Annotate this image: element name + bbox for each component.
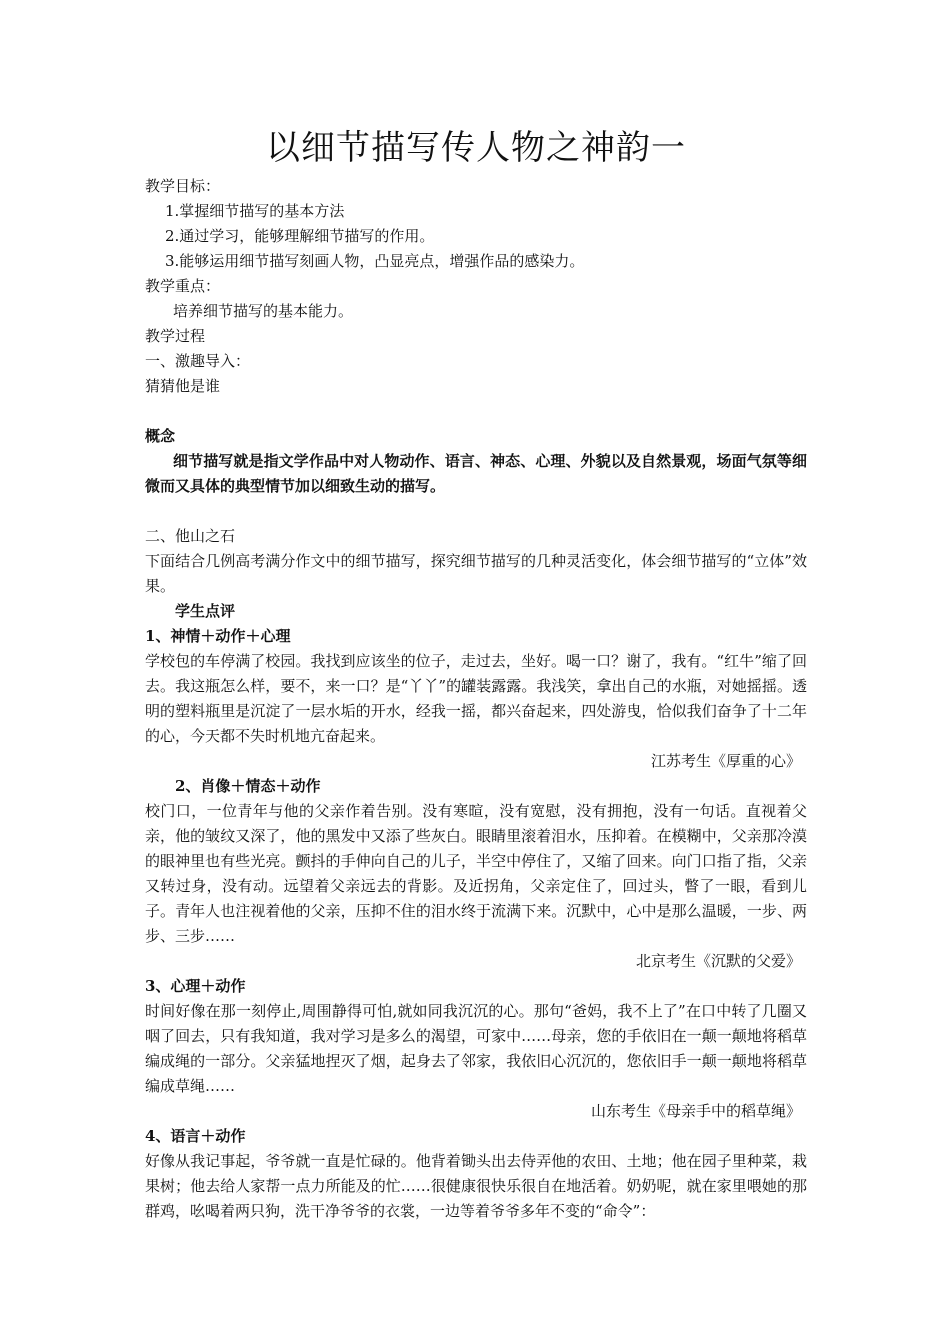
concept-heading: 概念	[145, 427, 176, 445]
example-heading-2: 2、肖像＋情态＋动作	[175, 777, 321, 795]
example-source-3: 山东考生《母亲手中的稻草绳》	[590, 1102, 801, 1120]
goals-heading: 教学目标：	[145, 177, 221, 195]
document-title: 以细节描写传人物之神韵一	[266, 128, 686, 168]
process-heading: 教学过程	[145, 327, 206, 345]
spacer	[145, 399, 807, 424]
intro-heading: 一、激趣导入：	[145, 352, 251, 370]
example-heading-1: 1、神情＋动作＋心理	[145, 627, 291, 645]
concept-text: 细节描写就是指文学作品中对人物动作、语言、神态、心理、外貌以及自然景观，场面气氛等细微而又具体的典型情节加以细致生动的描写。	[145, 452, 807, 495]
focus-text: 培养细节描写的基本能力。	[173, 302, 354, 320]
section2-heading: 二、他山之石	[145, 527, 236, 545]
example-text-3: 时间好像在那一刻停止,周围静得可怕,就如同我沉沉的心。那句“爸妈，我不上了”在口中转了几圈又咽了回去，只有我知道，我对学习是多么的渴望，可家中……母亲，您的手依旧在一颠一颠地将稻草编成绳的一部分。父亲猛地捏灭了烟，起身去了邻家，我依旧心沉沉的，您依旧手一颠一颠地将稻草编成草绳……	[145, 1002, 807, 1095]
goal-item-1: 1.掌握细节描写的基本方法	[165, 202, 345, 220]
example-source-2: 北京考生《沉默的父爱》	[635, 952, 801, 970]
example-text-1: 学校包的车停满了校园。我找到应该坐的位子，走过去，坐好。喝一口？谢了，我有。“红牛”缩了回去。我这瓶怎么样，要不，来一口？是“丫丫”的罐装露露。我浅笑，拿出自己的水瓶，对她摇摇。透明的塑料瓶里是沉淀了一层水垢的开水，经我一摇，都兴奋起来，四处游曳，恰似我们奋争了十二年的心，今天都不失时机地亢奋起来。	[145, 652, 807, 745]
goal-item-2: 2.通过学习，能够理解细节描写的作用。	[165, 227, 435, 245]
section2-intro: 下面结合几例高考满分作文中的细节描写，探究细节描写的几种灵活变化，体会细节描写的“立体”效果。	[145, 552, 807, 595]
intro-text: 猜猜他是谁	[145, 377, 221, 395]
example-heading-4: 4、语言＋动作	[145, 1127, 246, 1145]
goal-item-3: 3.能够运用细节描写刻画人物，凸显亮点，增强作品的感染力。	[165, 252, 585, 270]
document-body	[145, 174, 807, 1224]
example-text-4: 好像从我记事起，爷爷就一直是忙碌的。他背着锄头出去侍弄他的农田、土地；他在园子里种菜，栽果树；他去给人家帮一点力所能及的忙……很健康很快乐很自在地活着。奶奶呢，就在家里喂她的那群鸡，吆喝着两只狗，洗干净爷爷的衣裳，一边等着爷爷多年不变的“命令”：	[145, 1152, 807, 1220]
student-review-label: 学生点评	[175, 602, 236, 620]
spacer	[145, 499, 807, 524]
focus-heading: 教学重点：	[145, 277, 221, 295]
example-source-1: 江苏考生《厚重的心》	[650, 752, 801, 770]
example-heading-3: 3、心理＋动作	[145, 977, 246, 995]
example-text-2: 校门口，一位青年与他的父亲作着告别。没有寒暄，没有宽慰，没有拥抱，没有一句话。直视着父亲，他的皱纹又深了，他的黑发中又添了些灰白。眼睛里滚着泪水，压抑着。在模糊中，父亲那冷漠的眼神里也有些光亮。颤抖的手伸向自己的儿子，半空中停住了，又缩了回来。向门口指了指，父亲又转过身，没有动。远望着父亲远去的背影。及近拐角，父亲定住了，回过头，瞥了一眼，看到儿子。青年人也注视着他的父亲，压抑不住的泪水终于流满下来。沉默中，心中是那么温暖，一步、两步、三步……	[145, 802, 807, 945]
